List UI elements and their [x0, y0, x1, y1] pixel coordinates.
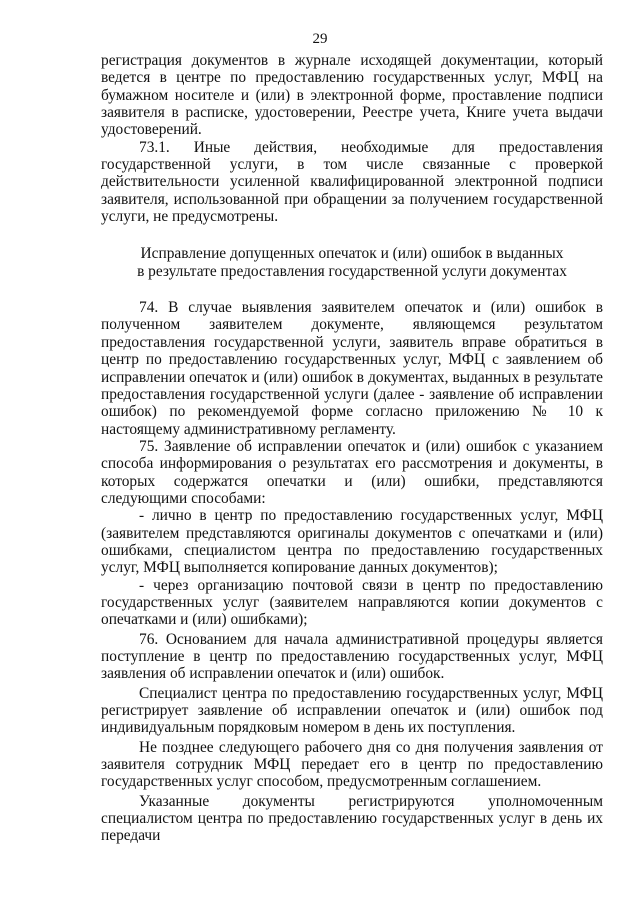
section-heading — [101, 245, 603, 280]
list-item-in-person: - лично в центр по предоставлению государственных услуг, МФЦ (заявителем представляются оригиналы документов с опечатками и (или) ошибками, специалистом центра по предоставлению государственных услуг, МФЦ выполняется копирование данных документов); — [101, 507, 603, 577]
section-heading-line-2: в результате предоставления государственной услуги документах — [137, 262, 567, 280]
paragraph-73-1: 73.1. Иные действия, необходимые для предоставления государственной услуги, в том числе связанные с проверкой действительности усиленной квалифицированной электронной подписи заявителя, использованной при обращении за получением государственной услуги, не предусмотрены. — [101, 138, 603, 226]
section-heading-line-1: Исправление допущенных опечаток и (или) ошибок в выданных — [140, 245, 564, 263]
page-number: 29 — [312, 31, 328, 47]
paragraph-74: 74. В случае выявления заявителем опечаток и (или) ошибок в полученном заявителем документе, являющемся результатом предоставления государственной услуги, заявитель вправе обратиться в центр по предоставлению государственных услуг, МФЦ с заявлением об исправлении опечаток и (или) ошибок в документах, выданных в результате предоставления государственной услуги (далее - заявление об исправлении ошибок) по рекомендуемой форме согласно приложению № 10 к настоящему административному регламенту. — [101, 299, 603, 438]
paragraph-76: 76. Основанием для начала административной процедуры является поступление в центр по предоставлению государственных услуг, МФЦ заявления об исправлении опечаток и (или) ошибок. — [101, 630, 603, 683]
paragraph-continuation: регистрация документов в журнале исходящей документации, который ведется в центре по предоставлению государственных услуг, МФЦ на бумажном носителе и (или) в электронной форме, проставление подписи заявителя в расписке, удостоверении, Реестре учета, Книге учета выдачи удостоверений. — [101, 52, 603, 139]
document-body — [101, 52, 603, 845]
paragraph-registration: Специалист центра по предоставлению государственных услуг, МФЦ регистрирует заявление об исправлении опечаток и (или) ошибок под индивидуальным порядковым номером в день их поступления. — [101, 684, 603, 737]
paragraph-documents-registered: Указанные документы регистрируются уполномоченным специалистом центра по предоставлению государственных услуг в день их передачи — [101, 792, 603, 845]
paragraph-75: 75. Заявление об исправлении опечаток и (или) ошибок с указанием способа информирования о результатах его рассмотрения и документы, в которых содержатся опечатки и (или) ошибки, представляются следующими способами: — [101, 437, 603, 507]
paragraph-transfer: Не позднее следующего рабочего дня со дня получения заявления от заявителя сотрудник МФЦ передает его в центр по предоставлению государственных услуг способом, предусмотренным соглашением. — [101, 738, 603, 791]
list-item-by-post: - через организацию почтовой связи в центр по предоставлению государственных услуг (заявителем направляются копии документов с опечатками и (или) ошибками); — [101, 576, 603, 629]
